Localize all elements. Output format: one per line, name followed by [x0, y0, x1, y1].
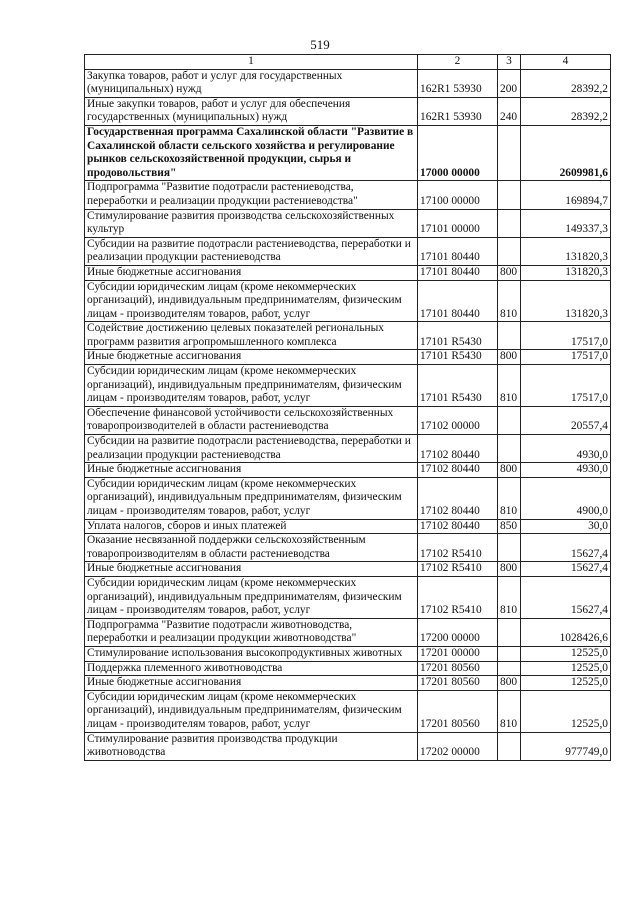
table-row: [85, 322, 611, 350]
row-name-cell: Поддержка племенного животноводства: [85, 661, 418, 676]
row-name-cell: Субсидии на развитие подотрасли растениеводства, переработки и реализации продукции растениеводства: [85, 435, 418, 463]
row-code-cell: 17102 80440: [418, 435, 498, 463]
row-sum-cell: 4930,0: [521, 463, 611, 478]
row-sum-cell: 131820,3: [521, 265, 611, 280]
table-row: [85, 237, 611, 265]
row-type-cell: [498, 732, 521, 760]
row-sum-cell: 131820,3: [521, 237, 611, 265]
row-sum-cell: 1028426,6: [521, 618, 611, 646]
row-code-cell: 17101 80440: [418, 265, 498, 280]
row-code-cell: 17101 80440: [418, 280, 498, 322]
row-sum-cell: 149337,3: [521, 209, 611, 237]
row-code-cell: 17100 00000: [418, 181, 498, 209]
row-sum-cell: 4900,0: [521, 477, 611, 519]
row-name-cell: Субсидии юридическим лицам (кроме некоммерческих организаций), индивидуальным предпринимателям, физическим лицам - производителям товаров, работ, услуг: [85, 576, 418, 618]
row-name-cell: Иные бюджетные ассигнования: [85, 265, 418, 280]
row-sum-cell: 17517,0: [521, 365, 611, 407]
row-name-cell: Оказание несвязанной поддержки сельскохозяйственным товаропроизводителям в области растениеводства: [85, 534, 418, 562]
row-sum-cell: 977749,0: [521, 732, 611, 760]
table-row: [85, 350, 611, 365]
table-row: [85, 732, 611, 760]
row-type-cell: [498, 181, 521, 209]
row-type-cell: [498, 406, 521, 434]
row-type-cell: [498, 125, 521, 180]
row-name-cell: Содействие достижению целевых показателей региональных программ развития агропромышленного комплекса: [85, 322, 418, 350]
row-code-cell: 17201 80560: [418, 676, 498, 691]
row-name-cell: Подпрограмма "Развитие подотрасли растениеводства, переработки и реализации продукции растениеводства": [85, 181, 418, 209]
table-row: [85, 576, 611, 618]
row-type-cell: 810: [498, 690, 521, 732]
row-name-cell: Подпрограмма "Развитие подотрасли животноводства, переработки и реализации продукции животноводства": [85, 618, 418, 646]
row-type-cell: 810: [498, 365, 521, 407]
row-type-cell: 800: [498, 463, 521, 478]
row-code-cell: 17102 80440: [418, 463, 498, 478]
row-code-cell: 17101 00000: [418, 209, 498, 237]
row-sum-cell: 20557,4: [521, 406, 611, 434]
row-name-cell: Иные бюджетные ассигнования: [85, 463, 418, 478]
row-type-cell: 810: [498, 477, 521, 519]
table-row: [85, 690, 611, 732]
row-code-cell: 17000 00000: [418, 125, 498, 180]
row-code-cell: 162R1 53930: [418, 97, 498, 125]
table-row: [85, 69, 611, 97]
row-code-cell: 17102 R5410: [418, 576, 498, 618]
row-sum-cell: 12525,0: [521, 690, 611, 732]
budget-table: [84, 54, 611, 761]
row-sum-cell: 2609981,6: [521, 125, 611, 180]
row-code-cell: 17201 80560: [418, 690, 498, 732]
row-type-cell: 810: [498, 280, 521, 322]
row-type-cell: [498, 209, 521, 237]
row-sum-cell: 15627,4: [521, 534, 611, 562]
row-code-cell: 17101 R5430: [418, 365, 498, 407]
row-name-cell: Стимулирование развития производства сельскохозяйственных культур: [85, 209, 418, 237]
table-row: [85, 181, 611, 209]
row-name-cell: Обеспечение финансовой устойчивости сельскохозяйственных товаропроизводителей в области растениеводства: [85, 406, 418, 434]
column-header-3: 3: [498, 55, 521, 70]
row-name-cell: Субсидии юридическим лицам (кроме некоммерческих организаций), индивидуальным предпринимателям, физическим лицам - производителям товаров, работ, услуг: [85, 690, 418, 732]
row-code-cell: 17101 80440: [418, 237, 498, 265]
row-sum-cell: 169894,7: [521, 181, 611, 209]
row-type-cell: [498, 661, 521, 676]
row-name-cell: Иные бюджетные ассигнования: [85, 350, 418, 365]
row-type-cell: [498, 534, 521, 562]
row-sum-cell: 17517,0: [521, 350, 611, 365]
row-code-cell: 17201 00000: [418, 646, 498, 661]
row-type-cell: [498, 435, 521, 463]
table-row: [85, 618, 611, 646]
row-name-cell: Стимулирование развития производства продукции животноводства: [85, 732, 418, 760]
row-type-cell: 850: [498, 519, 521, 534]
row-type-cell: 800: [498, 350, 521, 365]
table-row: [85, 406, 611, 434]
row-code-cell: 17102 R5410: [418, 534, 498, 562]
row-sum-cell: 28392,2: [521, 69, 611, 97]
row-name-cell: Стимулирование использования высокопродуктивных животных: [85, 646, 418, 661]
row-code-cell: 17202 00000: [418, 732, 498, 760]
row-type-cell: 800: [498, 676, 521, 691]
table-row: [85, 534, 611, 562]
table-row: [85, 97, 611, 125]
table-row: [85, 477, 611, 519]
row-name-cell: Субсидии юридическим лицам (кроме некоммерческих организаций), индивидуальным предпринимателям, физическим лицам - производителям товаров, работ, услуг: [85, 280, 418, 322]
row-code-cell: 17102 00000: [418, 406, 498, 434]
budget-table-body: [85, 55, 611, 761]
table-row: [85, 463, 611, 478]
table-row: [85, 265, 611, 280]
row-name-cell: Иные закупки товаров, работ и услуг для обеспечения государственных (муниципальных) нужд: [85, 97, 418, 125]
row-type-cell: [498, 618, 521, 646]
row-sum-cell: 15627,4: [521, 562, 611, 577]
row-code-cell: 17101 R5430: [418, 350, 498, 365]
row-code-cell: 17102 R5410: [418, 562, 498, 577]
row-name-cell: Субсидии юридическим лицам (кроме некоммерческих организаций), индивидуальным предпринимателям, физическим лицам - производителям товаров, работ, услуг: [85, 365, 418, 407]
row-code-cell: 162R1 53930: [418, 69, 498, 97]
row-type-cell: 800: [498, 562, 521, 577]
table-row: [85, 519, 611, 534]
column-header-4: 4: [521, 55, 611, 70]
column-header-1: 1: [85, 55, 418, 70]
table-row: [85, 562, 611, 577]
column-header-2: 2: [418, 55, 498, 70]
row-type-cell: [498, 237, 521, 265]
table-row: [85, 365, 611, 407]
row-code-cell: 17102 80440: [418, 519, 498, 534]
row-sum-cell: 30,0: [521, 519, 611, 534]
row-name-cell: Иные бюджетные ассигнования: [85, 676, 418, 691]
table-row: [85, 646, 611, 661]
table-row: [85, 209, 611, 237]
row-sum-cell: 4930,0: [521, 435, 611, 463]
row-sum-cell: 12525,0: [521, 676, 611, 691]
table-row: [85, 661, 611, 676]
table-row: [85, 676, 611, 691]
row-sum-cell: 15627,4: [521, 576, 611, 618]
header-row: [85, 55, 611, 70]
row-type-cell: 810: [498, 576, 521, 618]
row-sum-cell: 12525,0: [521, 646, 611, 661]
row-sum-cell: 12525,0: [521, 661, 611, 676]
table-row: [85, 280, 611, 322]
page-number: 519: [310, 37, 330, 52]
row-name-cell: Субсидии юридическим лицам (кроме некоммерческих организаций), индивидуальным предпринимателям, физическим лицам - производителям товаров, работ, услуг: [85, 477, 418, 519]
row-name-cell: Уплата налогов, сборов и иных платежей: [85, 519, 418, 534]
row-type-cell: 200: [498, 69, 521, 97]
row-type-cell: [498, 646, 521, 661]
row-sum-cell: 28392,2: [521, 97, 611, 125]
table-row: [85, 435, 611, 463]
row-type-cell: 240: [498, 97, 521, 125]
row-sum-cell: 131820,3: [521, 280, 611, 322]
row-sum-cell: 17517,0: [521, 322, 611, 350]
row-name-cell: Государственная программа Сахалинской области "Развитие в Сахалинской области сельского хозяйства и регулирование рынков сельскохозяйственной продукции, сырья и продовольствия": [85, 125, 418, 180]
row-type-cell: 800: [498, 265, 521, 280]
row-name-cell: Закупка товаров, работ и услуг для государственных (муниципальных) нужд: [85, 69, 418, 97]
row-code-cell: 17101 R5430: [418, 322, 498, 350]
row-code-cell: 17102 80440: [418, 477, 498, 519]
row-code-cell: 17201 80560: [418, 661, 498, 676]
row-name-cell: Иные бюджетные ассигнования: [85, 562, 418, 577]
row-name-cell: Субсидии на развитие подотрасли растениеводства, переработки и реализации продукции растениеводства: [85, 237, 418, 265]
row-type-cell: [498, 322, 521, 350]
table-row: [85, 125, 611, 180]
row-code-cell: 17200 00000: [418, 618, 498, 646]
